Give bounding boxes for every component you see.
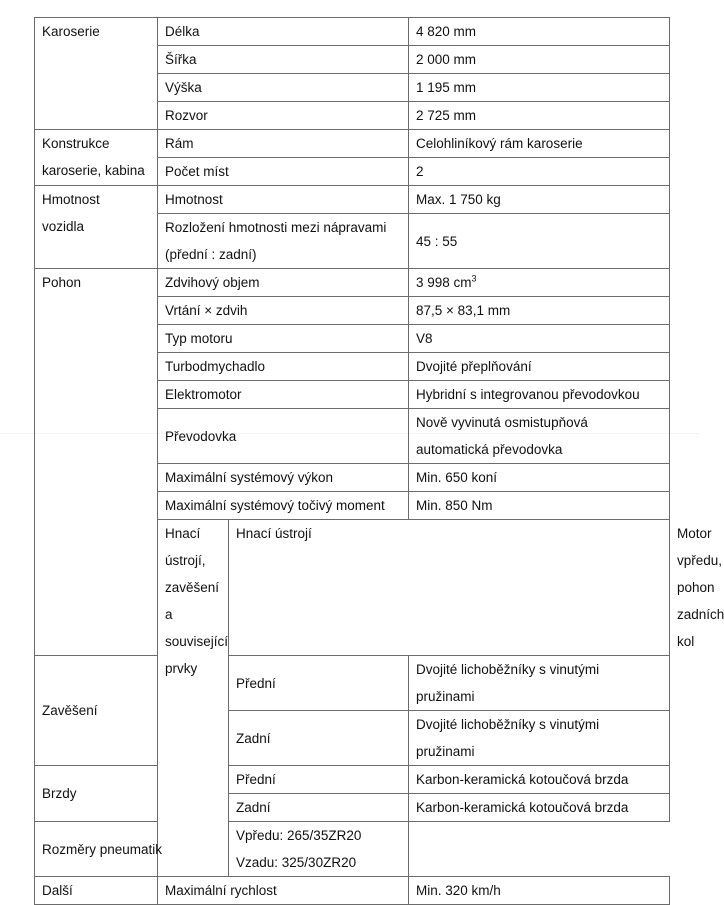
param-label [158,214,409,269]
group-karoserie: Karoserie [35,18,158,130]
param-label-zaveseni: Zavěšení [35,656,158,766]
value-line: Vpředu: 265/35ZR20 [236,828,362,843]
table-row [35,130,670,158]
table-row [35,822,670,877]
param-value: Karbon-keramická kotoučová brzda [409,794,670,822]
param-value [409,711,670,766]
param-label: Elektromotor [158,381,409,409]
value-line: Vzadu: 325/30ZR20 [236,855,357,870]
param-sublabel: Přední [229,656,409,711]
param-label: Vrtání × zdvih [158,297,409,325]
value-line: Dvojité lichoběžníky s vinutými [416,717,600,732]
param-label: Šířka [158,46,409,74]
param-value: Hybridní s integrovanou převodovkou [409,381,670,409]
param-value: 2 725 mm [409,102,670,130]
param-value: 45 : 55 [409,214,670,269]
param-value: 2 [409,158,670,186]
group-konstrukce [35,130,158,186]
table-row [35,269,670,297]
value-line: automatická převodovka [416,442,563,457]
param-sublabel: Zadní [229,794,409,822]
group-line: Hnací ústrojí, [165,526,206,568]
param-label: Maximální rychlost [158,877,409,905]
param-value [229,822,409,877]
param-value [409,656,670,711]
value-line: pružinami [416,689,475,704]
param-label: Hmotnost [158,186,409,214]
group-line: zavěšení a [165,580,220,622]
param-value: Min. 650 koní [409,464,670,492]
group-hmotnost [35,186,158,269]
param-label: Zdvihový objem [158,269,409,297]
table-row [35,18,670,46]
table-row: Hnací ústrojí, zavěšení a související prvky Hnací ústrojí Motor vpředu, pohon zadních kol [35,520,670,656]
group-line: karoserie, kabina [42,163,145,178]
param-value: 87,5 × 83,1 mm [409,297,670,325]
group-line: Hmotnost [42,192,100,207]
value-line: pružinami [416,744,475,759]
param-sublabel: Přední [229,766,409,794]
value-line: Dvojité lichoběžníky s vinutými [416,662,600,677]
param-label: Hnací ústrojí [229,520,670,656]
superscript: 3 [471,273,477,284]
param-label: Turbodmychadlo [158,353,409,381]
param-value: 2 000 mm [409,46,670,74]
param-value [409,409,670,464]
group-line: související prvky [165,634,229,676]
param-label: Výška [158,74,409,102]
param-label: Rozvor [158,102,409,130]
param-label: Délka [158,18,409,46]
param-label: Počet míst [158,158,409,186]
value-text: 3 998 cm [416,275,472,290]
param-value: Min. 320 km/h [409,877,670,905]
param-value: 1 195 mm [409,74,670,102]
group-pohon: Pohon [35,269,158,656]
param-label: Maximální systémový točivý moment [158,492,409,520]
param-value: Celohliníkový rám karoserie [409,130,670,158]
param-label: Převodovka [158,409,409,464]
table-row [35,766,670,794]
group-line: Konstrukce [42,136,110,151]
param-value: 4 820 mm [409,18,670,46]
param-label: Rám [158,130,409,158]
table-row [35,186,670,214]
label-line: Rozložení hmotnosti mezi nápravami [165,220,387,235]
param-label: Maximální systémový výkon [158,464,409,492]
param-label: Rozměry pneumatik [35,822,229,877]
param-label-brzdy: Brzdy [35,766,158,822]
value-line: Nově vyvinutá osmistupňová [416,415,588,430]
table-row [35,877,670,905]
param-value: Min. 850 Nm [409,492,670,520]
param-value [409,269,670,297]
group-dalsi: Další [35,877,158,905]
spec-table [34,17,724,905]
param-label: Typ motoru [158,325,409,353]
param-value: Karbon-keramická kotoučová brzda [409,766,670,794]
table-row [35,656,670,711]
param-value: Dvojité přeplňování [409,353,670,381]
param-value: Max. 1 750 kg [409,186,670,214]
param-sublabel: Zadní [229,711,409,766]
label-line: (přední : zadní) [165,247,257,262]
group-line: vozidla [42,219,85,234]
param-value: V8 [409,325,670,353]
